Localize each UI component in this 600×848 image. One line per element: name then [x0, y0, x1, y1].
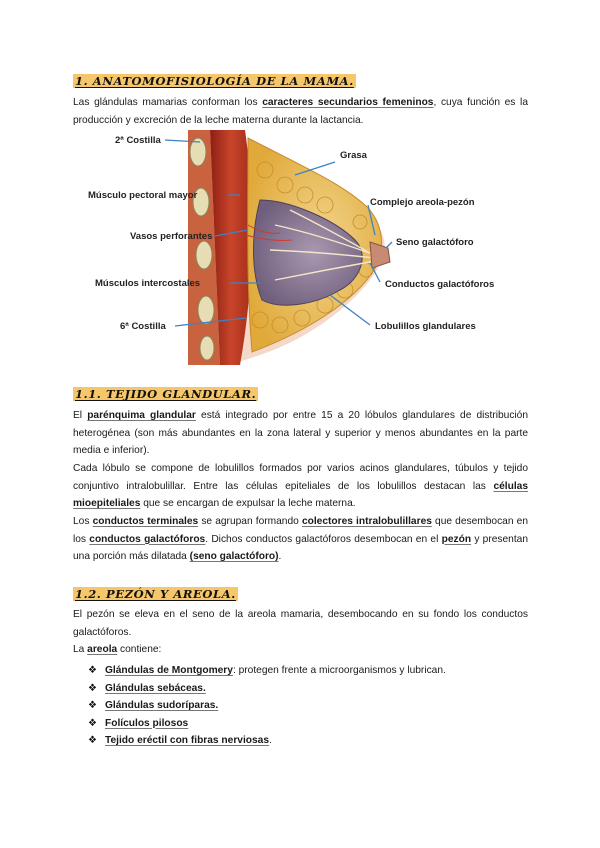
text: . — [278, 551, 282, 562]
bold-term: Glándulas sebáceas. — [105, 682, 206, 694]
section-1-2-paragraph-1: El pezón se eleva en el seno de la areola mamaria, desembocando en su fondo los conductos galactóforos. — [73, 609, 528, 638]
bold-term: Glándulas sudoríparas. — [105, 700, 219, 711]
bold-term: pezón — [441, 533, 472, 545]
list-item — [88, 732, 446, 750]
text: y presentan una porción más dilatada — [73, 533, 528, 562]
bold-term: colectores intralobulillares — [301, 516, 432, 527]
nipple — [370, 242, 390, 268]
text: El — [73, 410, 88, 421]
areola-contents-list — [88, 662, 446, 750]
section-1-title: 1. ANATOMOFISIOLOGÍA DE LA MAMA. — [75, 74, 354, 88]
section-1-heading — [73, 74, 356, 88]
bold-term: (seno galactóforo) — [189, 551, 279, 562]
text: contiene: — [117, 644, 162, 655]
label-glandular-lobules: Lobulillos glandulares — [375, 321, 476, 332]
section-1-1-paragraph-3 — [73, 513, 528, 566]
text: . — [269, 735, 272, 746]
label-6th-rib: 6ª Costilla — [120, 321, 166, 332]
text: Las glándulas mamarias conforman los — [73, 97, 263, 108]
section-1-paragraph — [73, 94, 528, 129]
diamond-bullet-icon: ❖ — [88, 682, 97, 694]
diamond-bullet-icon: ❖ — [88, 700, 97, 711]
list-item — [88, 715, 446, 733]
label-2nd-rib: 2ª Costilla — [115, 135, 161, 146]
label-lactiferous-sinus: Seno galactóforo — [396, 237, 474, 248]
text: : protegen frente a microorganismos y lubrican. — [232, 665, 446, 676]
text: está integrado por entre 15 a 20 lóbulos glandulares de distribución heterogénea (son más abundantes en la zona lateral y superior y menos abundantes en la parte media e inferior). — [73, 410, 529, 456]
list-item — [88, 697, 446, 715]
text: que se encargan de expulsar la leche materna. — [140, 498, 356, 509]
text: Los — [73, 516, 93, 527]
section-1-2-title: 1.2. PEZÓN Y AREOLA. — [75, 587, 236, 601]
text: Cada lóbulo se compone de lobulillos formados por varios acinos glandulares, túbulos y tejido conjuntivo intralobulillar. Entre las células epiteliales de los lobulillos destacan las — [73, 463, 528, 492]
text: . Dichos conductos galactóforos desembocan en el — [205, 533, 442, 545]
label-intercostal-muscles: Músculos intercostales — [95, 278, 201, 289]
label-areola-nipple-complex: Complejo areola-pezón — [370, 197, 475, 208]
section-1-2-heading — [73, 587, 238, 601]
section-1-1-paragraph-1 — [73, 407, 528, 460]
bold-term: parénquima glandular — [87, 410, 196, 421]
text: que desembocan en los — [73, 516, 528, 545]
bold-term: caracteres secundarios femeninos — [262, 97, 434, 108]
label-perforating-vessels: Vasos perforantes — [130, 231, 213, 242]
label-lactiferous-ducts: Conductos galactóforos — [385, 279, 495, 290]
list-item — [88, 662, 446, 680]
bold-term: areola — [87, 644, 118, 655]
section-1-2-paragraph-2 — [73, 641, 528, 659]
bold-term: Tejido eréctil con fibras nerviosas — [105, 735, 269, 746]
bold-term: Glándulas de Montgomery — [105, 665, 233, 676]
diamond-bullet-icon: ❖ — [88, 735, 97, 746]
section-1-1-title: 1.1. TEJIDO GLANDULAR. — [75, 387, 257, 401]
section-1-1-paragraph-2 — [73, 460, 528, 513]
label-fat: Grasa — [340, 150, 367, 161]
section-1-1-heading — [73, 387, 258, 401]
text: La — [73, 644, 88, 655]
text: , cuya función es la producción y excreción de la leche materna durante la lactancia. — [73, 97, 528, 126]
label-pectoral-muscle: Músculo pectoral mayor — [88, 190, 198, 201]
text: se agrupan formando — [198, 516, 302, 527]
bold-term: conductos terminales — [92, 516, 199, 527]
bold-term: conductos galactóforos — [89, 533, 206, 545]
diamond-bullet-icon: ❖ — [88, 717, 97, 729]
breast-anatomy-figure — [70, 130, 515, 365]
list-item — [88, 680, 446, 698]
diamond-bullet-icon: ❖ — [88, 665, 97, 676]
bold-term: células mioepiteliales — [73, 480, 528, 509]
bold-term: Folículos pilosos — [105, 717, 189, 729]
